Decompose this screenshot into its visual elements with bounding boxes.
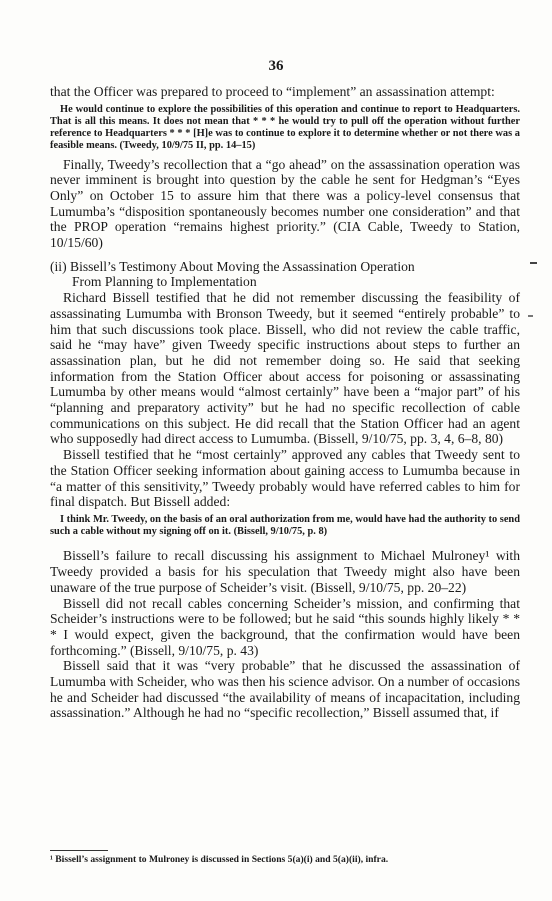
block-quote-bissell: I think Mr. Tweedy, on the basis of an oral authorization from me, would have had the authority to send such a cable without my signing off on it. (Bissell, 9/10/75, p. 8) <box>50 513 520 538</box>
page-number: 36 <box>268 58 284 74</box>
section-heading-line2: From Planning to Implementation <box>72 274 257 290</box>
paragraph-scheider-discussion: Bissell said that it was “very probable” that he discussed the assassination of Lumumba with Scheider, who was then his science advisor. On a number of occasions he and Scheider had discussed “the availability of means of incapacitation, including assassination.” Although he had no “specific recollection,” Bissell assumed that, if <box>50 658 520 721</box>
paragraph-bissell-testimony: Richard Bissell testified that he did not remember discussing the feasibility of assassinating Lumumba with Bronson Tweedy, but it seemed “entirely probable” to him that such discussions took place. Bissell, who did not review the cable traffic, said he “may have” given Tweedy specific instructions about steps to further an assassination plan, but he did not remember doing so. He said that seeking information from the Station Officer about access for poisoning or assassinating Lumumba by other means would “almost certainly” have been a “major part” of his “planning and preparatory activity” but he had no specific recollection of cable communications on this subject. He did recall that the Station Officer had an agent who supposedly had direct access to Lumumba. (Bissell, 9/10/75, pp. 3, 4, 6–8, 80) <box>50 290 520 447</box>
footnote: ¹ Bissell’s assignment to Mulroney is discussed in Sections 5(a)(i) and 5(a)(ii), infra. <box>50 854 389 865</box>
margin-mark <box>528 315 533 317</box>
paragraph-bissell-cables: Bissell testified that he “most certainly” approved any cables that Tweedy sent to the Station Officer seeking information about gaining access to Lumumba because in “a matter of this sensitivity,” Tweedy probably would have referred cables to him for final dispatch. But Bissell added: <box>50 447 520 510</box>
paragraph-continuation: that the Officer was prepared to proceed to “implement” an assassination attempt: <box>50 84 495 99</box>
paragraph-tweedy-recollection: Finally, Tweedy’s recollection that a “go ahead” on the assassination operation was never imminent is brought into question by the cable he sent for Hedgman’s “Eyes Only” on October 15 to assure him that there was a policy-level consensus that Lumumba’s “disposition spontaneously becomes number one consideration” and that the PROP operation “remains highest priority.” (CIA Cable, Tweedy to Station, 10/15/60) <box>50 156 520 251</box>
paragraph-scheider-cables: Bissell did not recall cables concerning Scheider’s mission, and confirming that Scheider’s instructions were to be followed; but he said “this sounds highly likely * * * I would expect, given the background, that the confirmation would have been forthcoming.” (Bissell, 9/10/75, p. 43) <box>50 595 520 658</box>
section-heading-line1: (ii) Bissell’s Testimony About Moving the Assassination Operation <box>50 258 415 274</box>
margin-mark <box>530 262 537 264</box>
section-heading <box>50 259 520 290</box>
footnote-rule <box>50 850 108 851</box>
page-body <box>50 84 520 721</box>
paragraph-mulroney: Bissell’s failure to recall discussing his assignment to Michael Mulroney¹ with Tweedy provided a basis for his speculation that Tweedy might also have been unaware of the true purpose of Scheider’s visit. (Bissell, 9/10/75, pp. 20–22) <box>50 548 520 595</box>
block-quote-tweedy: He would continue to explore the possibilities of this operation and continue to report to Headquarters. That is all this means. It does not mean that * * * he would try to pull off the operation without further reference to Headquarters * * * [H]e was to continue to explore it to determine whether or not there was a feasible means. (Tweedy, 10/9/75 II, pp. 14–15) <box>50 103 520 152</box>
